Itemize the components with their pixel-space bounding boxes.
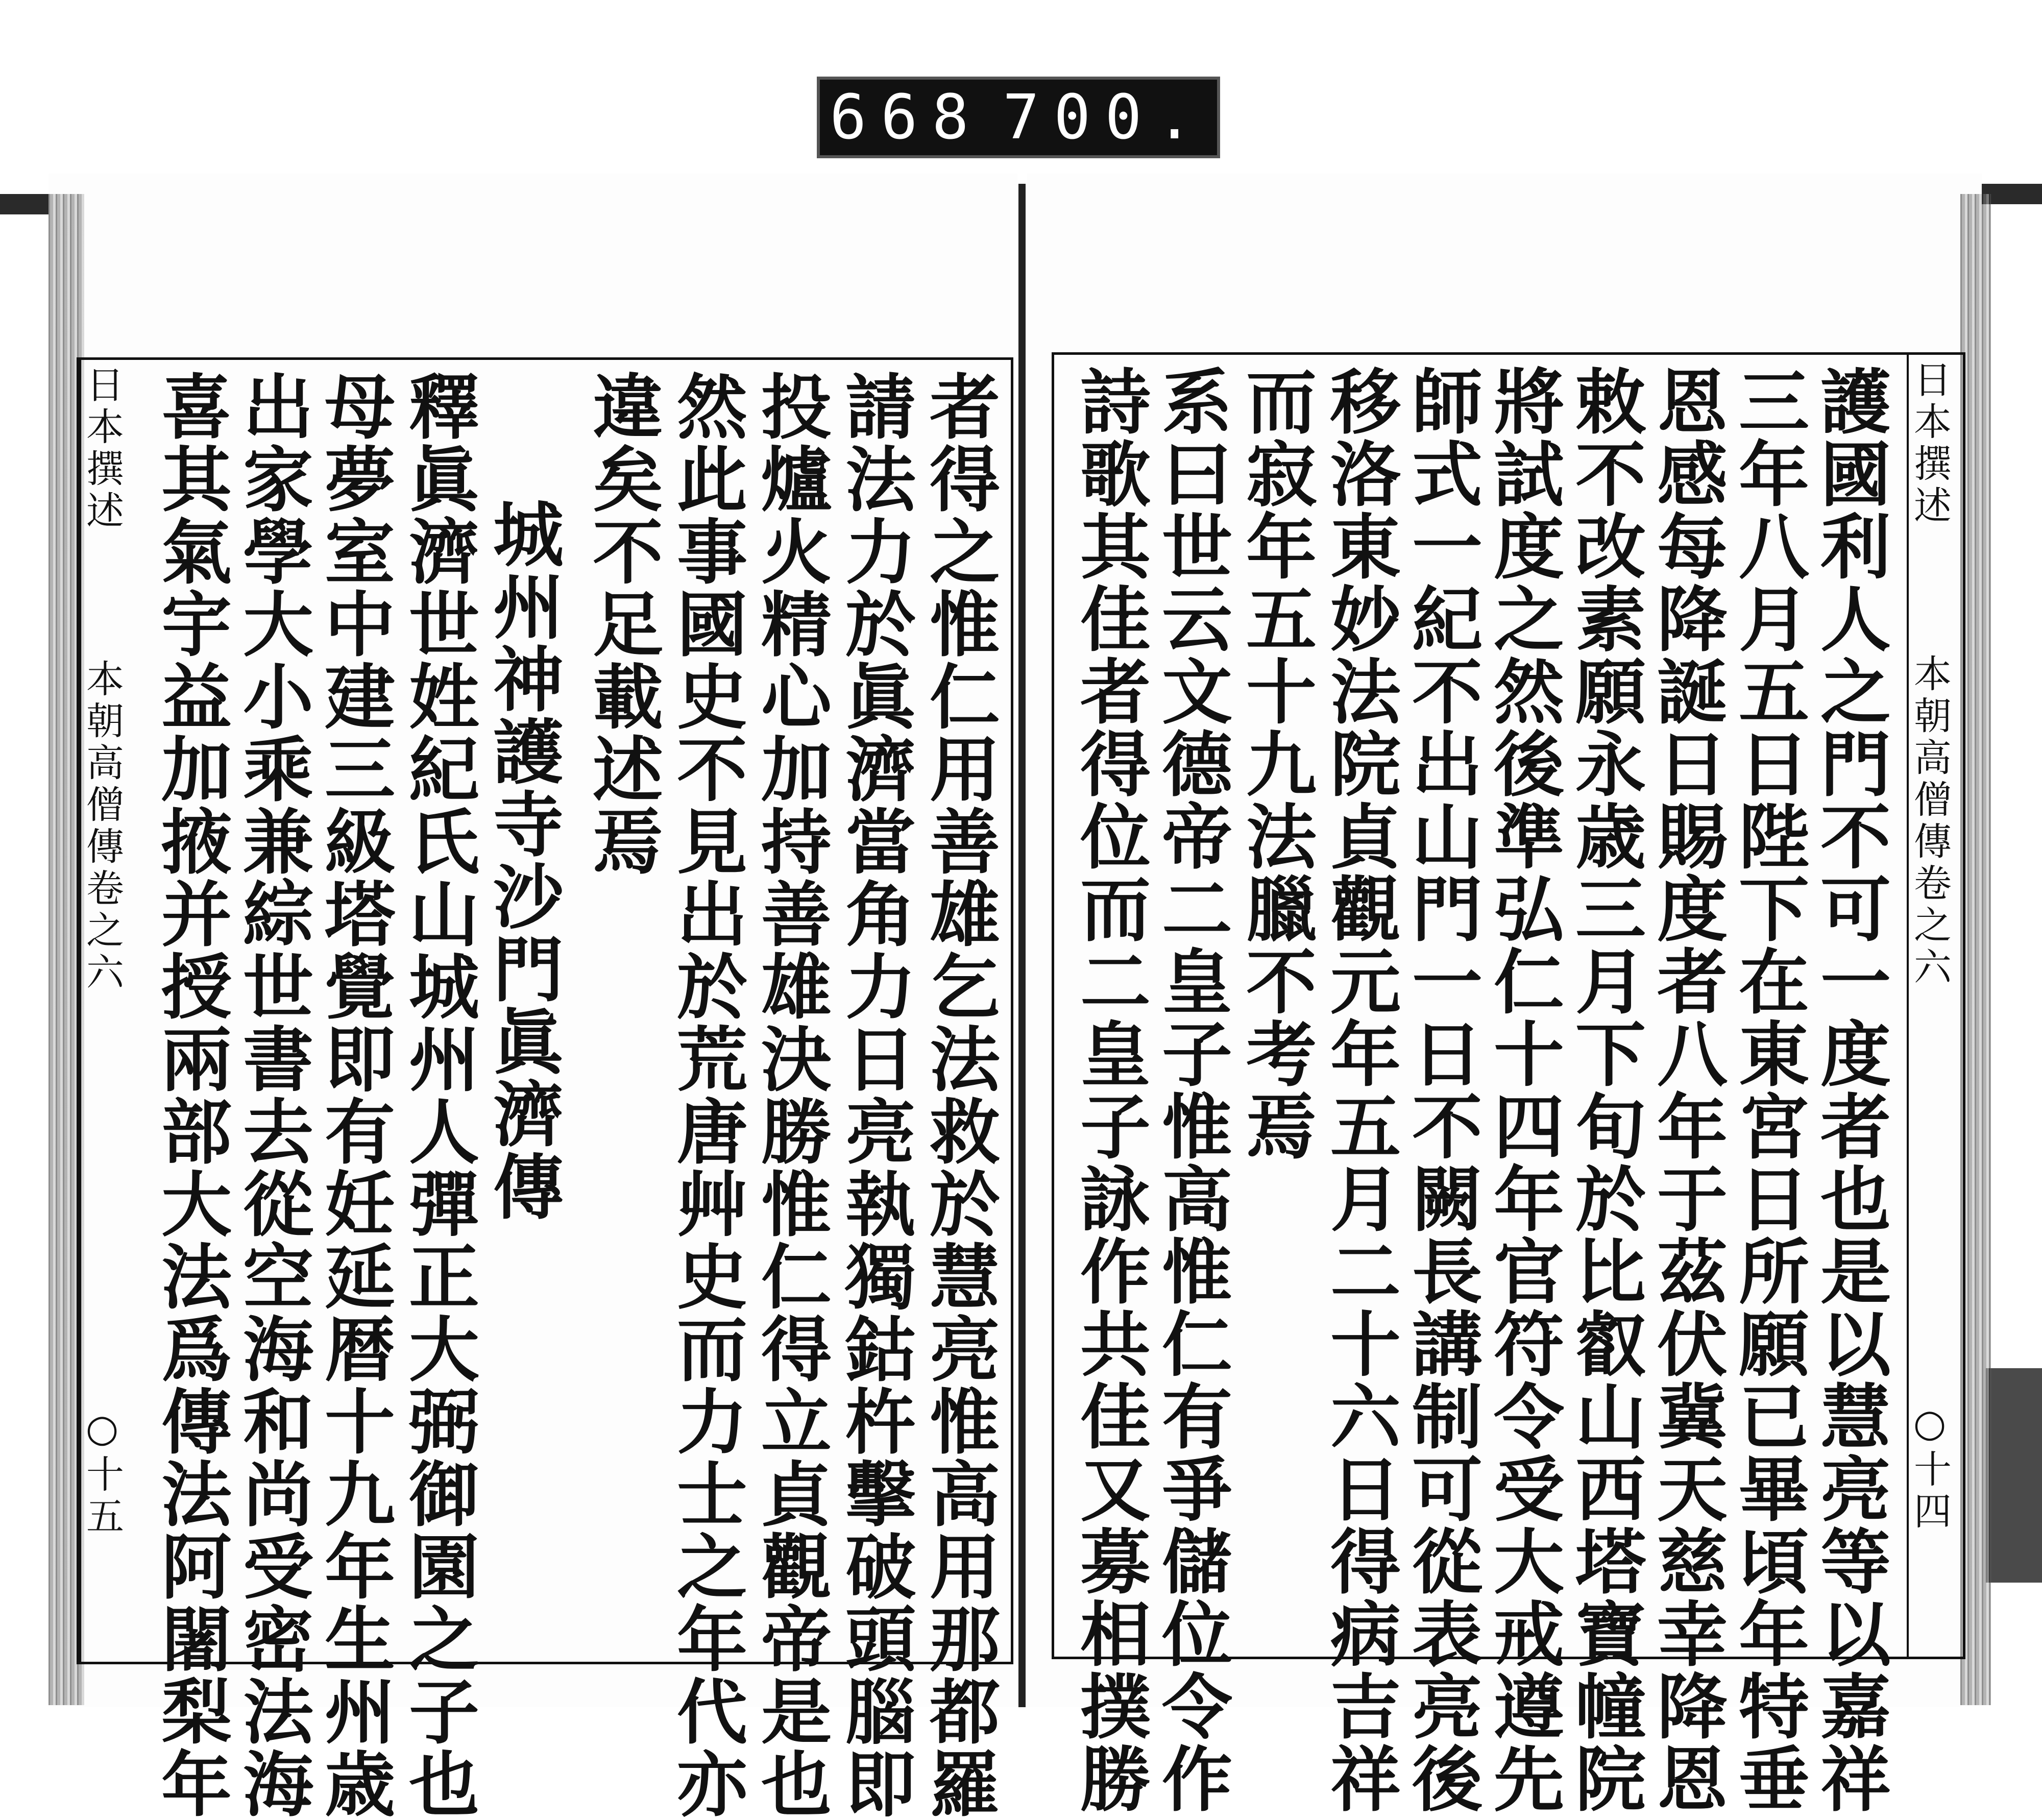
- left-header: 日本撰述: [80, 365, 124, 532]
- right-column-10: 詩歌其佳者得位而二皇子詠作共佳又募相撲勝: [1068, 365, 1152, 1815]
- right-running-title: 本朝高僧傳卷之六: [1908, 654, 1952, 989]
- left-column-7: 釋眞濟世姓紀氏山城州人彈正大弼御園之子也: [397, 370, 480, 1820]
- left-column-4: 然此事國史不見出於荒唐艸史而力士之年代亦: [665, 370, 748, 1820]
- left-column-3: 投爐火精心加持善雄決勝惟仁得立貞觀帝是也: [749, 370, 833, 1820]
- left-running-title: 本朝高僧傳卷之六: [80, 659, 124, 994]
- book-gutter: [1018, 184, 1026, 1707]
- frame-number-right: 700.: [1002, 82, 1207, 153]
- right-column-7: 移洛東妙法院貞觀元年五月二十六日得病吉祥: [1319, 365, 1402, 1815]
- left-column-1: 者得之惟仁用善雄乞法救於慧亮惟高用那都羅: [918, 370, 1001, 1820]
- right-column-3: 恩感每降誕日賜度者八年于茲伏冀天慈幸降恩: [1645, 365, 1729, 1815]
- left-column-10: 喜其氣宇益加掖并授兩部大法爲傳法阿闍梨年: [150, 370, 233, 1820]
- left-column-6-title: 城州神護寺沙門眞濟傳: [481, 498, 565, 1223]
- right-column-9: 系曰世云文德帝二皇子惟高惟仁有爭儲位令作: [1150, 365, 1233, 1815]
- left-book-board: [0, 194, 48, 214]
- left-center-column: [79, 360, 135, 1662]
- left-column-2: 請法力於眞濟當角力日亮執獨鈷杵擊破頭腦即: [834, 370, 917, 1820]
- left-column-5: 違矣不足載述焉: [581, 370, 664, 878]
- left-folio: ○十五: [80, 1406, 124, 1538]
- left-text-block: [77, 357, 1013, 1820]
- right-column-4: 敕不改素願永歳三月下旬於比叡山西塔寶幢院: [1564, 365, 1647, 1815]
- right-column-8: 而寂年五十九法臘不考焉: [1234, 365, 1318, 1162]
- right-folio: ○十四: [1908, 1401, 1952, 1533]
- frame-number-plate: [817, 77, 1220, 158]
- left-column-8: 母夢室中建三級塔覺即有妊延暦十九年生州歳: [313, 370, 396, 1820]
- right-column-2: 三年八月五日陛下在東宮日所願已畢頃年特垂: [1727, 365, 1810, 1815]
- right-center-column: [1907, 355, 1963, 1657]
- right-column-1: 護國利人之門不可一度者也是以慧亮等以嘉祥: [1809, 365, 1892, 1815]
- frame-number-left: 668: [830, 82, 983, 153]
- right-column-5: 將試度之然後準弘仁十四年官符令受大戒遵先: [1482, 365, 1565, 1815]
- right-text-block: [1052, 352, 1965, 1815]
- right-column-6: 師式一紀不出山門一日不闕長講制可從表亮後: [1400, 365, 1484, 1815]
- right-board-spine: [1986, 1368, 2042, 1583]
- left-column-9: 出家學大小乘兼綜世書去從空海和尚受密法海: [231, 370, 314, 1820]
- right-header: 日本撰述: [1908, 360, 1952, 527]
